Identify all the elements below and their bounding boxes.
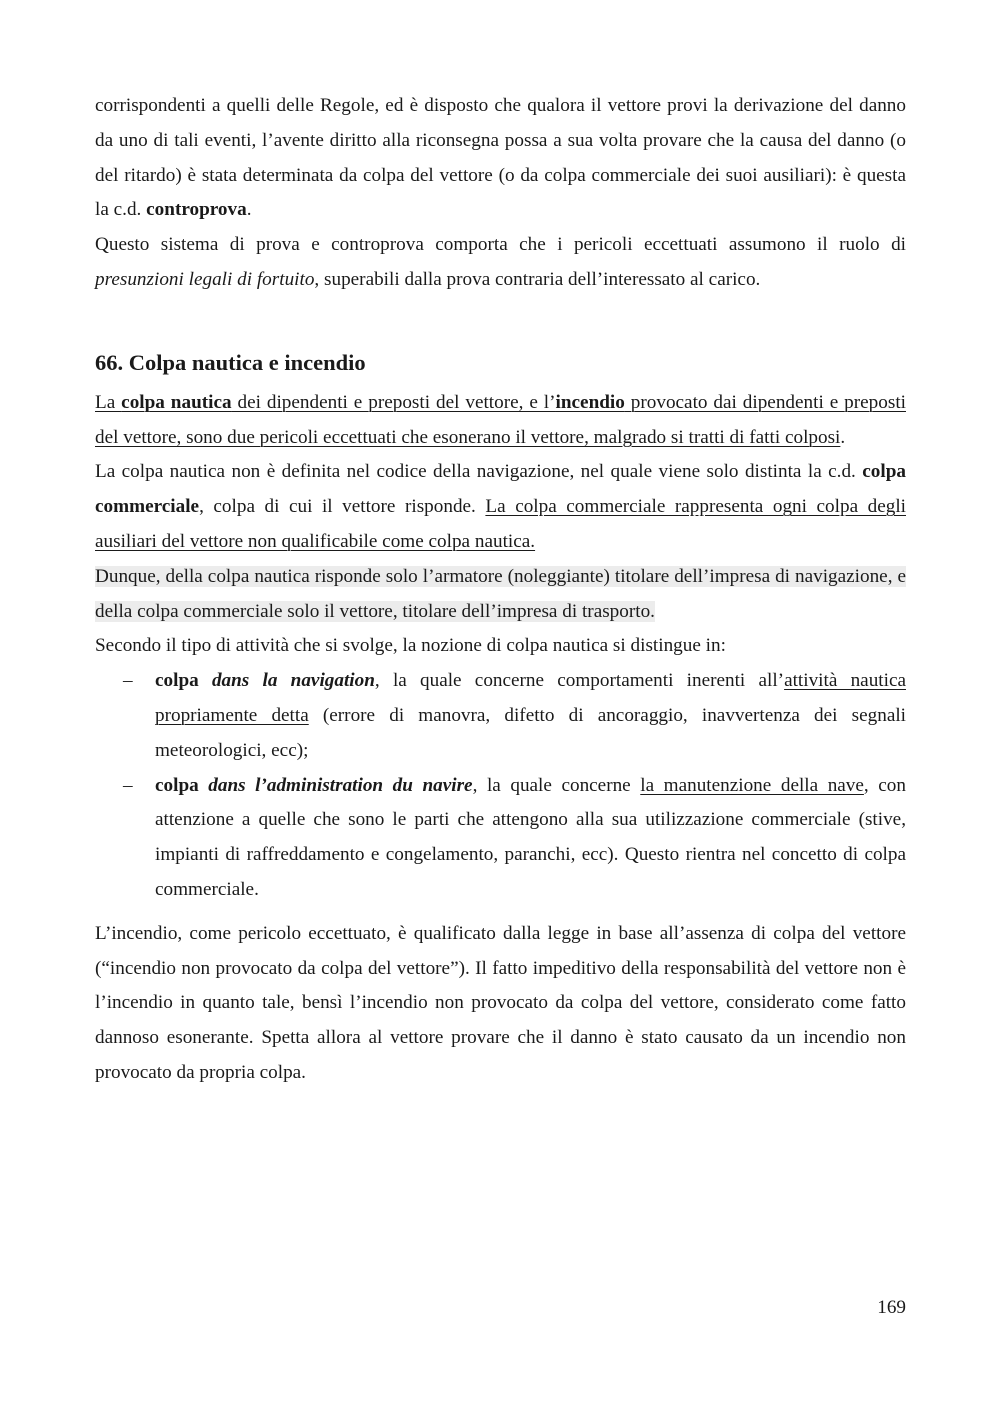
list-item: – colpa dans l’administration du navire, la quale concerne la manutenzione della nave, con attenzione a quelle che sono le parti che attengono alla sua utilizzazione commerciale (stive, impianti di raffreddamento e congelamento, paranchi, ecc). Questo rientra nel concetto di colpa commerciale. — [155, 769, 906, 908]
page-number: 169 — [877, 1297, 906, 1318]
term-incendio: incendio — [555, 391, 625, 413]
section-heading: 66. Colpa nautica e incendio — [95, 349, 366, 375]
paragraph-colpa-commerciale: La colpa nautica non è definita nel codice della navigazione, nel quale viene solo distinta la c.d. colpa commerciale, colpa di cui il vettore risponde. La colpa commerciale rappresenta ogni colpa degli ausiliari del vettore non qualificabile come colpa nautica. — [95, 461, 906, 552]
page-content — [95, 89, 906, 1091]
dash-bullet: – — [123, 670, 133, 692]
colpa-types-list — [95, 664, 906, 908]
spacer — [95, 908, 906, 917]
term-colpa-nautica: colpa nautica — [121, 391, 232, 413]
dash-bullet: – — [123, 774, 133, 796]
paragraph-presunzioni: Questo sistema di prova e controprova comporta che i pericoli eccettuati assumono il ruolo di presunzioni legali di fortuito, superabili dalla prova contraria dell’interessato al carico. — [95, 234, 906, 290]
paragraph-incendio: L’incendio, come pericolo eccettuato, è qualificato dalla legge in base all’assenza di colpa del vettore (“incendio non provocato da colpa del vettore”). Il fatto impeditivo della responsabilità del vettore non è l’incendio in quanto tale, bensì l’incendio non provocato da colpa del vettore, considerato come fatto dannoso esonerante. Spetta allora al vettore provare che il danno è stato causato da un incendio non provocato da propria colpa. — [95, 922, 906, 1083]
term-presunzioni: presunzioni legali di fortuito — [95, 268, 315, 290]
term-colpa-commerciale: colpa commerciale — [95, 461, 906, 518]
paragraph-controprova: corrispondenti a quelli delle Regole, ed è disposto che qualora il vettore provi la derivazione del danno da uno di tali eventi, l’avente diritto alla riconsegna possa a sua volta provare che la causa del danno (o del ritardo) è stata determinata da colpa del vettore (o da colpa commerciale dei suoi ausiliari): è questa la c.d. controprova. — [95, 95, 906, 221]
paragraph-armatore — [95, 560, 906, 630]
highlighted-text: Dunque, della colpa nautica risponde solo l’armatore (noleggiante) titolare dell’impresa di navigazione, e della colpa commerciale solo il vettore, titolare dell’impresa di trasporto. — [95, 565, 906, 622]
term-controprova: controprova — [146, 199, 247, 221]
paragraph-colpa-nautica-incendio: La colpa nautica dei dipendenti e preposti del vettore, e l’incendio provocato dai dipendenti e preposti del vettore, sono due pericoli eccettuati che esonerano il vettore, malgrado si tratti di fatti colposi. — [95, 391, 906, 448]
list-item: – colpa dans la navigation, la quale concerne comportamenti inerenti all’attività nautica propriamente detta (errore di manovra, difetto di ancoraggio, inavvertenza dei segnali meteorologici, ecc); — [155, 664, 906, 768]
paragraph-tipo-attivita: Secondo il tipo di attività che si svolge, la nozione di colpa nautica si distingue in: — [95, 635, 726, 657]
